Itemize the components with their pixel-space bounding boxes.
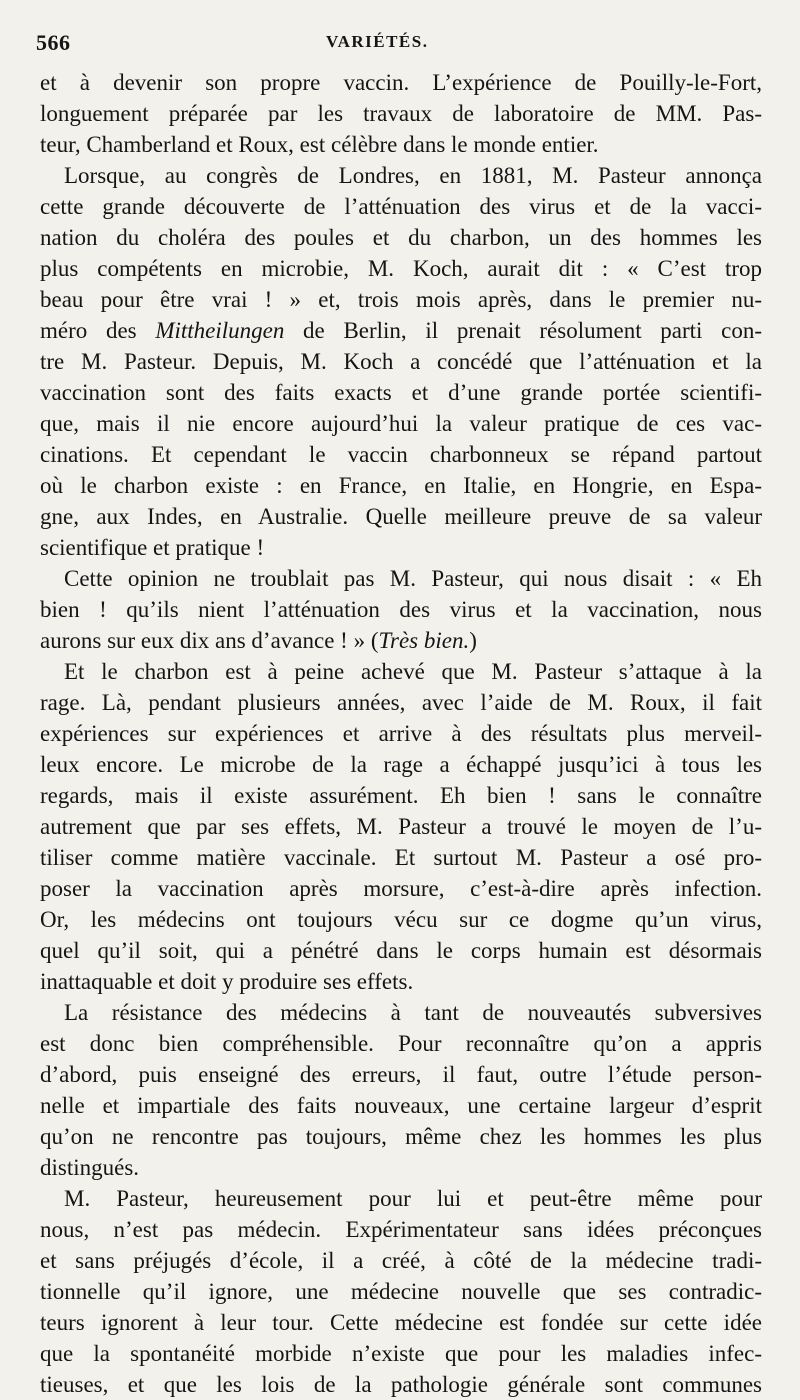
text-line-content bbox=[40, 316, 762, 346]
text-line-content: leux encore. Le microbe de la rage a échappé jusqu’ici à tous les bbox=[40, 752, 762, 777]
page-header bbox=[36, 30, 764, 58]
text-line-content: nous, n’est pas médecin. Expérimentateur sans idées préconçues bbox=[40, 1217, 762, 1242]
text-line-content: teurs ignorent à leur tour. Cette médecine est fondée sur cette idée bbox=[40, 1310, 762, 1335]
text-line bbox=[0, 285, 800, 315]
text-line-content: vaccination sont des faits exacts et d’une grande portée scientifi- bbox=[40, 380, 762, 405]
text-line bbox=[0, 1277, 800, 1307]
text-line bbox=[0, 68, 800, 98]
text-line bbox=[0, 223, 800, 253]
text-line bbox=[0, 1060, 800, 1090]
text-line bbox=[0, 998, 800, 1028]
text-line bbox=[0, 781, 800, 811]
text-line-content: nelle et impartiale des faits nouveaux, une certaine largeur d’esprit bbox=[40, 1093, 762, 1118]
text-line bbox=[0, 812, 800, 842]
text-line bbox=[0, 750, 800, 780]
text-line-content: regards, mais il existe assurément. Eh bien ! sans le connaître bbox=[40, 783, 762, 808]
text-line bbox=[0, 409, 800, 439]
text-segment: ) bbox=[469, 628, 477, 653]
text-line bbox=[0, 471, 800, 501]
text-line bbox=[0, 905, 800, 935]
text-line bbox=[0, 316, 800, 346]
text-line bbox=[0, 1339, 800, 1369]
text-line-content: beau pour être vrai ! » et, trois mois après, dans le premier nu- bbox=[40, 287, 762, 312]
text-line-content: autrement que par ses effets, M. Pasteur a trouvé le moyen de l’u- bbox=[40, 814, 762, 839]
text-line bbox=[0, 843, 800, 873]
text-line bbox=[0, 161, 800, 191]
italic-text: Mittheilungen bbox=[155, 318, 285, 343]
text-line-content: d’abord, puis enseigné des erreurs, il faut, outre l’étude person- bbox=[40, 1062, 762, 1087]
text-line bbox=[0, 99, 800, 129]
text-line bbox=[0, 192, 800, 222]
text-line bbox=[0, 1215, 800, 1245]
text-line bbox=[0, 657, 800, 687]
text-line bbox=[0, 130, 800, 160]
text-line-content: et à devenir son propre vaccin. L’expérience de Pouilly-le-Fort, bbox=[40, 70, 762, 95]
text-line-content bbox=[40, 626, 477, 656]
text-line-content: cinations. Et cependant le vaccin charbonneux se répand partout bbox=[40, 442, 762, 467]
text-line-content: que la spontanéité morbide n’existe que pour les maladies infec- bbox=[40, 1341, 762, 1366]
text-line bbox=[0, 688, 800, 718]
text-line-content: Or, les médecins ont toujours vécu sur ce dogme qu’un virus, bbox=[40, 907, 762, 932]
text-segment: aurons sur eux dix ans d’avance ! » ( bbox=[40, 628, 379, 653]
text-segment: méro des bbox=[40, 318, 156, 343]
text-line bbox=[0, 1091, 800, 1121]
text-line-content: teur, Chamberland et Roux, est célèbre dans le monde entier. bbox=[40, 132, 599, 157]
text-line-content: tre M. Pasteur. Depuis, M. Koch a concédé que l’atténuation et la bbox=[40, 349, 762, 374]
text-line bbox=[0, 440, 800, 470]
text-line bbox=[0, 967, 800, 997]
text-line-content: est donc bien compréhensible. Pour reconnaître qu’on a appris bbox=[40, 1031, 762, 1056]
text-line bbox=[0, 936, 800, 966]
text-line-content: quel qu’il soit, qui a pénétré dans le corps humain est désormais bbox=[40, 938, 762, 963]
text-line-content: distingués. bbox=[40, 1155, 140, 1180]
text-line-content: nation du choléra des poules et du charbon, un des hommes les bbox=[40, 225, 762, 250]
text-line bbox=[0, 1153, 800, 1183]
text-line-content: Lorsque, au congrès de Londres, en 1881, M. Pasteur annonça bbox=[64, 163, 762, 188]
page-number: 566 bbox=[36, 30, 71, 55]
text-segment: de Berlin, il prenait résolument parti con- bbox=[284, 318, 763, 343]
text-line-content: où le charbon existe : en France, en Italie, en Hongrie, en Espa- bbox=[40, 473, 762, 498]
text-line-content: qu’on ne rencontre pas toujours, même chez les hommes les plus bbox=[40, 1124, 762, 1149]
text-line-content: et sans préjugés d’école, il a créé, à côté de la médecine tradi- bbox=[40, 1248, 762, 1273]
text-line-content: longuement préparée par les travaux de laboratoire de MM. Pas- bbox=[40, 101, 762, 126]
text-line bbox=[0, 1122, 800, 1152]
text-line-content: cette grande découverte de l’atténuation des virus et de la vacci- bbox=[40, 194, 762, 219]
text-line-content: expériences sur expériences et arrive à des résultats plus merveil- bbox=[40, 721, 762, 746]
text-line bbox=[0, 874, 800, 904]
text-line bbox=[0, 1308, 800, 1338]
text-line-content: plus compétents en microbie, M. Koch, aurait dit : « C’est trop bbox=[40, 256, 762, 281]
text-line bbox=[0, 1246, 800, 1276]
text-line-content: La résistance des médecins à tant de nouveautés subversives bbox=[64, 1000, 762, 1025]
text-line-content: rage. Là, pendant plusieurs années, avec l’aide de M. Roux, il fait bbox=[40, 690, 762, 715]
text-line-content: poser la vaccination après morsure, c’est-à-dire après infection. bbox=[40, 876, 762, 901]
text-line bbox=[0, 378, 800, 408]
text-line bbox=[0, 533, 800, 563]
text-line-content: Et le charbon est à peine achevé que M. Pasteur s’attaque à la bbox=[64, 659, 762, 684]
text-line bbox=[0, 347, 800, 377]
text-line-content: bien ! qu’ils nient l’atténuation des virus et la vaccination, nous bbox=[40, 597, 762, 622]
running-title: VARIÉTÉS. bbox=[326, 32, 429, 51]
text-line-content: tiliser comme matière vaccinale. Et surtout M. Pasteur a osé pro- bbox=[40, 845, 762, 870]
text-line bbox=[0, 626, 800, 656]
text-line bbox=[0, 1370, 800, 1400]
text-line-content: tionnelle qu’il ignore, une médecine nouvelle que ses contradic- bbox=[40, 1279, 762, 1304]
text-line-content: inattaquable et doit y produire ses effets. bbox=[40, 969, 414, 994]
text-line-content: que, mais il nie encore aujourd’hui la valeur pratique de ces vac- bbox=[40, 411, 762, 436]
text-line bbox=[0, 502, 800, 532]
text-line bbox=[0, 1184, 800, 1214]
text-line bbox=[0, 564, 800, 594]
italic-text: Très bien. bbox=[378, 628, 470, 653]
text-line bbox=[0, 595, 800, 625]
text-line-content: M. Pasteur, heureusement pour lui et peut-être même pour bbox=[64, 1186, 762, 1211]
text-line bbox=[0, 254, 800, 284]
text-line-content: tieuses, et que les lois de la pathologie générale sont communes bbox=[40, 1372, 762, 1397]
text-line-content: gne, aux Indes, en Australie. Quelle meilleure preuve de sa valeur bbox=[40, 504, 762, 529]
text-line-content: scientifique et pratique ! bbox=[40, 535, 265, 560]
text-line bbox=[0, 1029, 800, 1059]
text-line bbox=[0, 719, 800, 749]
text-line-content: Cette opinion ne troublait pas M. Pasteur, qui nous disait : « Eh bbox=[64, 566, 762, 591]
